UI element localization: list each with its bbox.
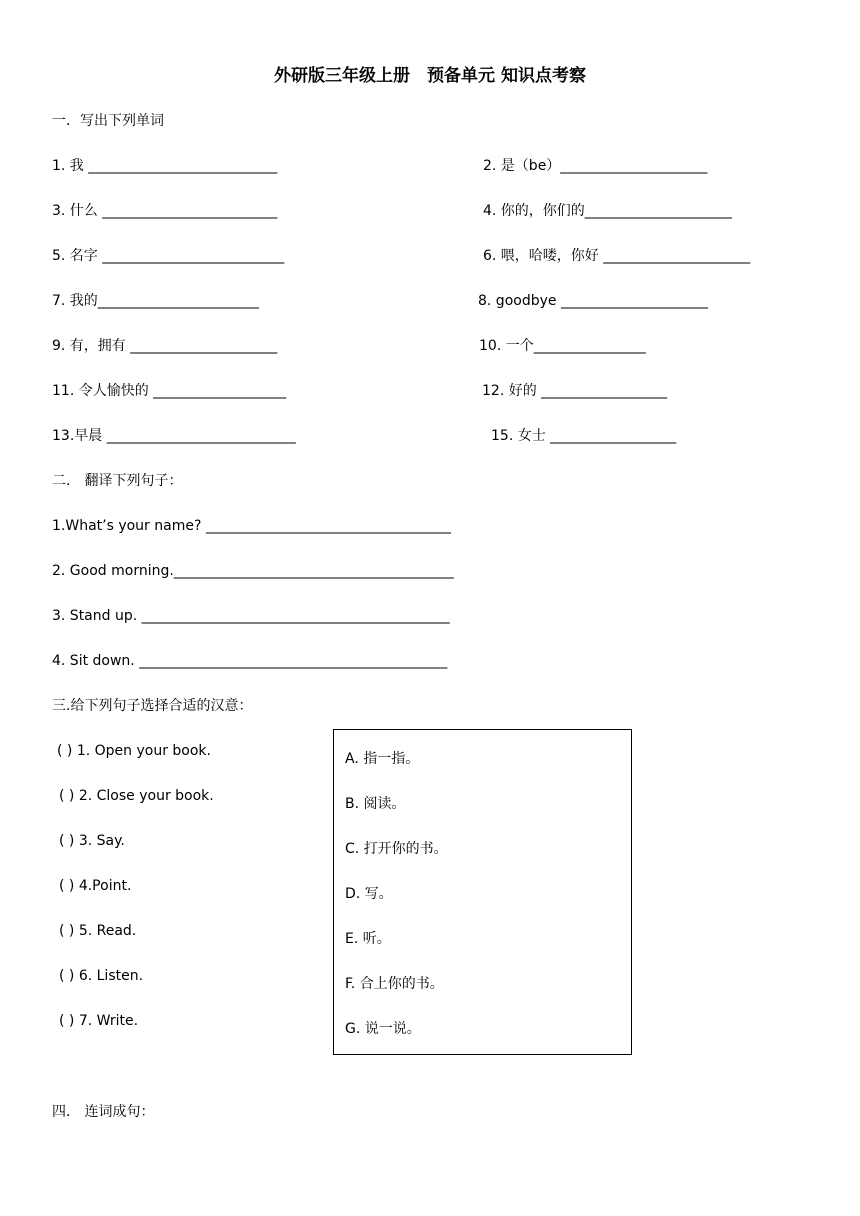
option-e: E. 听。: [345, 931, 391, 947]
sentence-item-4: 4. Sit down. ____________________________________________: [52, 653, 448, 669]
option-d: D. 写。: [345, 886, 393, 902]
sentence-item-3: 3. Stand up. ____________________________________________: [52, 608, 450, 624]
section-4-heading: 四． 连词成句：: [52, 1104, 155, 1120]
sentence-item-1: 1.What’s your name? ___________________________________: [52, 518, 451, 534]
word-item-8: 8. goodbye _____________________: [478, 293, 708, 309]
option-a: A. 指一指。: [345, 751, 420, 767]
section-3-heading: 三.给下列句子选择合适的汉意：: [52, 698, 253, 714]
section-1-heading: 一．写出下列单词: [52, 113, 164, 129]
word-item-15: 15. 女士 __________________: [491, 428, 677, 444]
word-item-1: 1. 我 ___________________________: [52, 158, 278, 174]
options-box: [333, 729, 632, 1055]
match-item-7: ( ) 7. Write.: [59, 1013, 139, 1029]
option-b: B. 阅读。: [345, 796, 406, 812]
option-f: F. 合上你的书。: [345, 976, 444, 992]
match-item-2: ( ) 2. Close your book.: [59, 788, 214, 804]
match-item-3: ( ) 3. Say.: [59, 833, 125, 849]
page-title: 外研版三年级上册 预备单元 知识点考察: [274, 66, 586, 86]
word-item-10: 10. 一个________________: [479, 338, 646, 354]
match-item-6: ( ) 6. Listen.: [59, 968, 144, 984]
match-item-1: ( ) 1. Open your book.: [57, 743, 211, 759]
word-item-9: 9. 有，拥有 _____________________: [52, 338, 278, 354]
word-item-5: 5. 名字 __________________________: [52, 248, 285, 264]
word-item-3: 3. 什么 _________________________: [52, 203, 278, 219]
word-item-2: 2. 是（be）_____________________: [483, 158, 708, 174]
option-g: G. 说一说。: [345, 1021, 421, 1037]
match-item-4: ( ) 4.Point.: [59, 878, 132, 894]
word-item-11: 11. 令人愉快的 ___________________: [52, 383, 287, 399]
sentence-item-2: 2. Good morning.________________________________________: [52, 563, 454, 579]
word-item-4: 4. 你的，你们的_____________________: [483, 203, 732, 219]
match-item-5: ( ) 5. Read.: [59, 923, 137, 939]
section-2-heading: 二． 翻译下列句子：: [52, 473, 183, 489]
word-item-7: 7. 我的_______________________: [52, 293, 259, 309]
word-item-12: 12. 好的 __________________: [482, 383, 668, 399]
option-c: C. 打开你的书。: [345, 841, 448, 857]
word-item-6: 6. 喂，哈喽，你好 _____________________: [483, 248, 751, 264]
word-item-13: 13.早晨 ___________________________: [52, 428, 296, 444]
